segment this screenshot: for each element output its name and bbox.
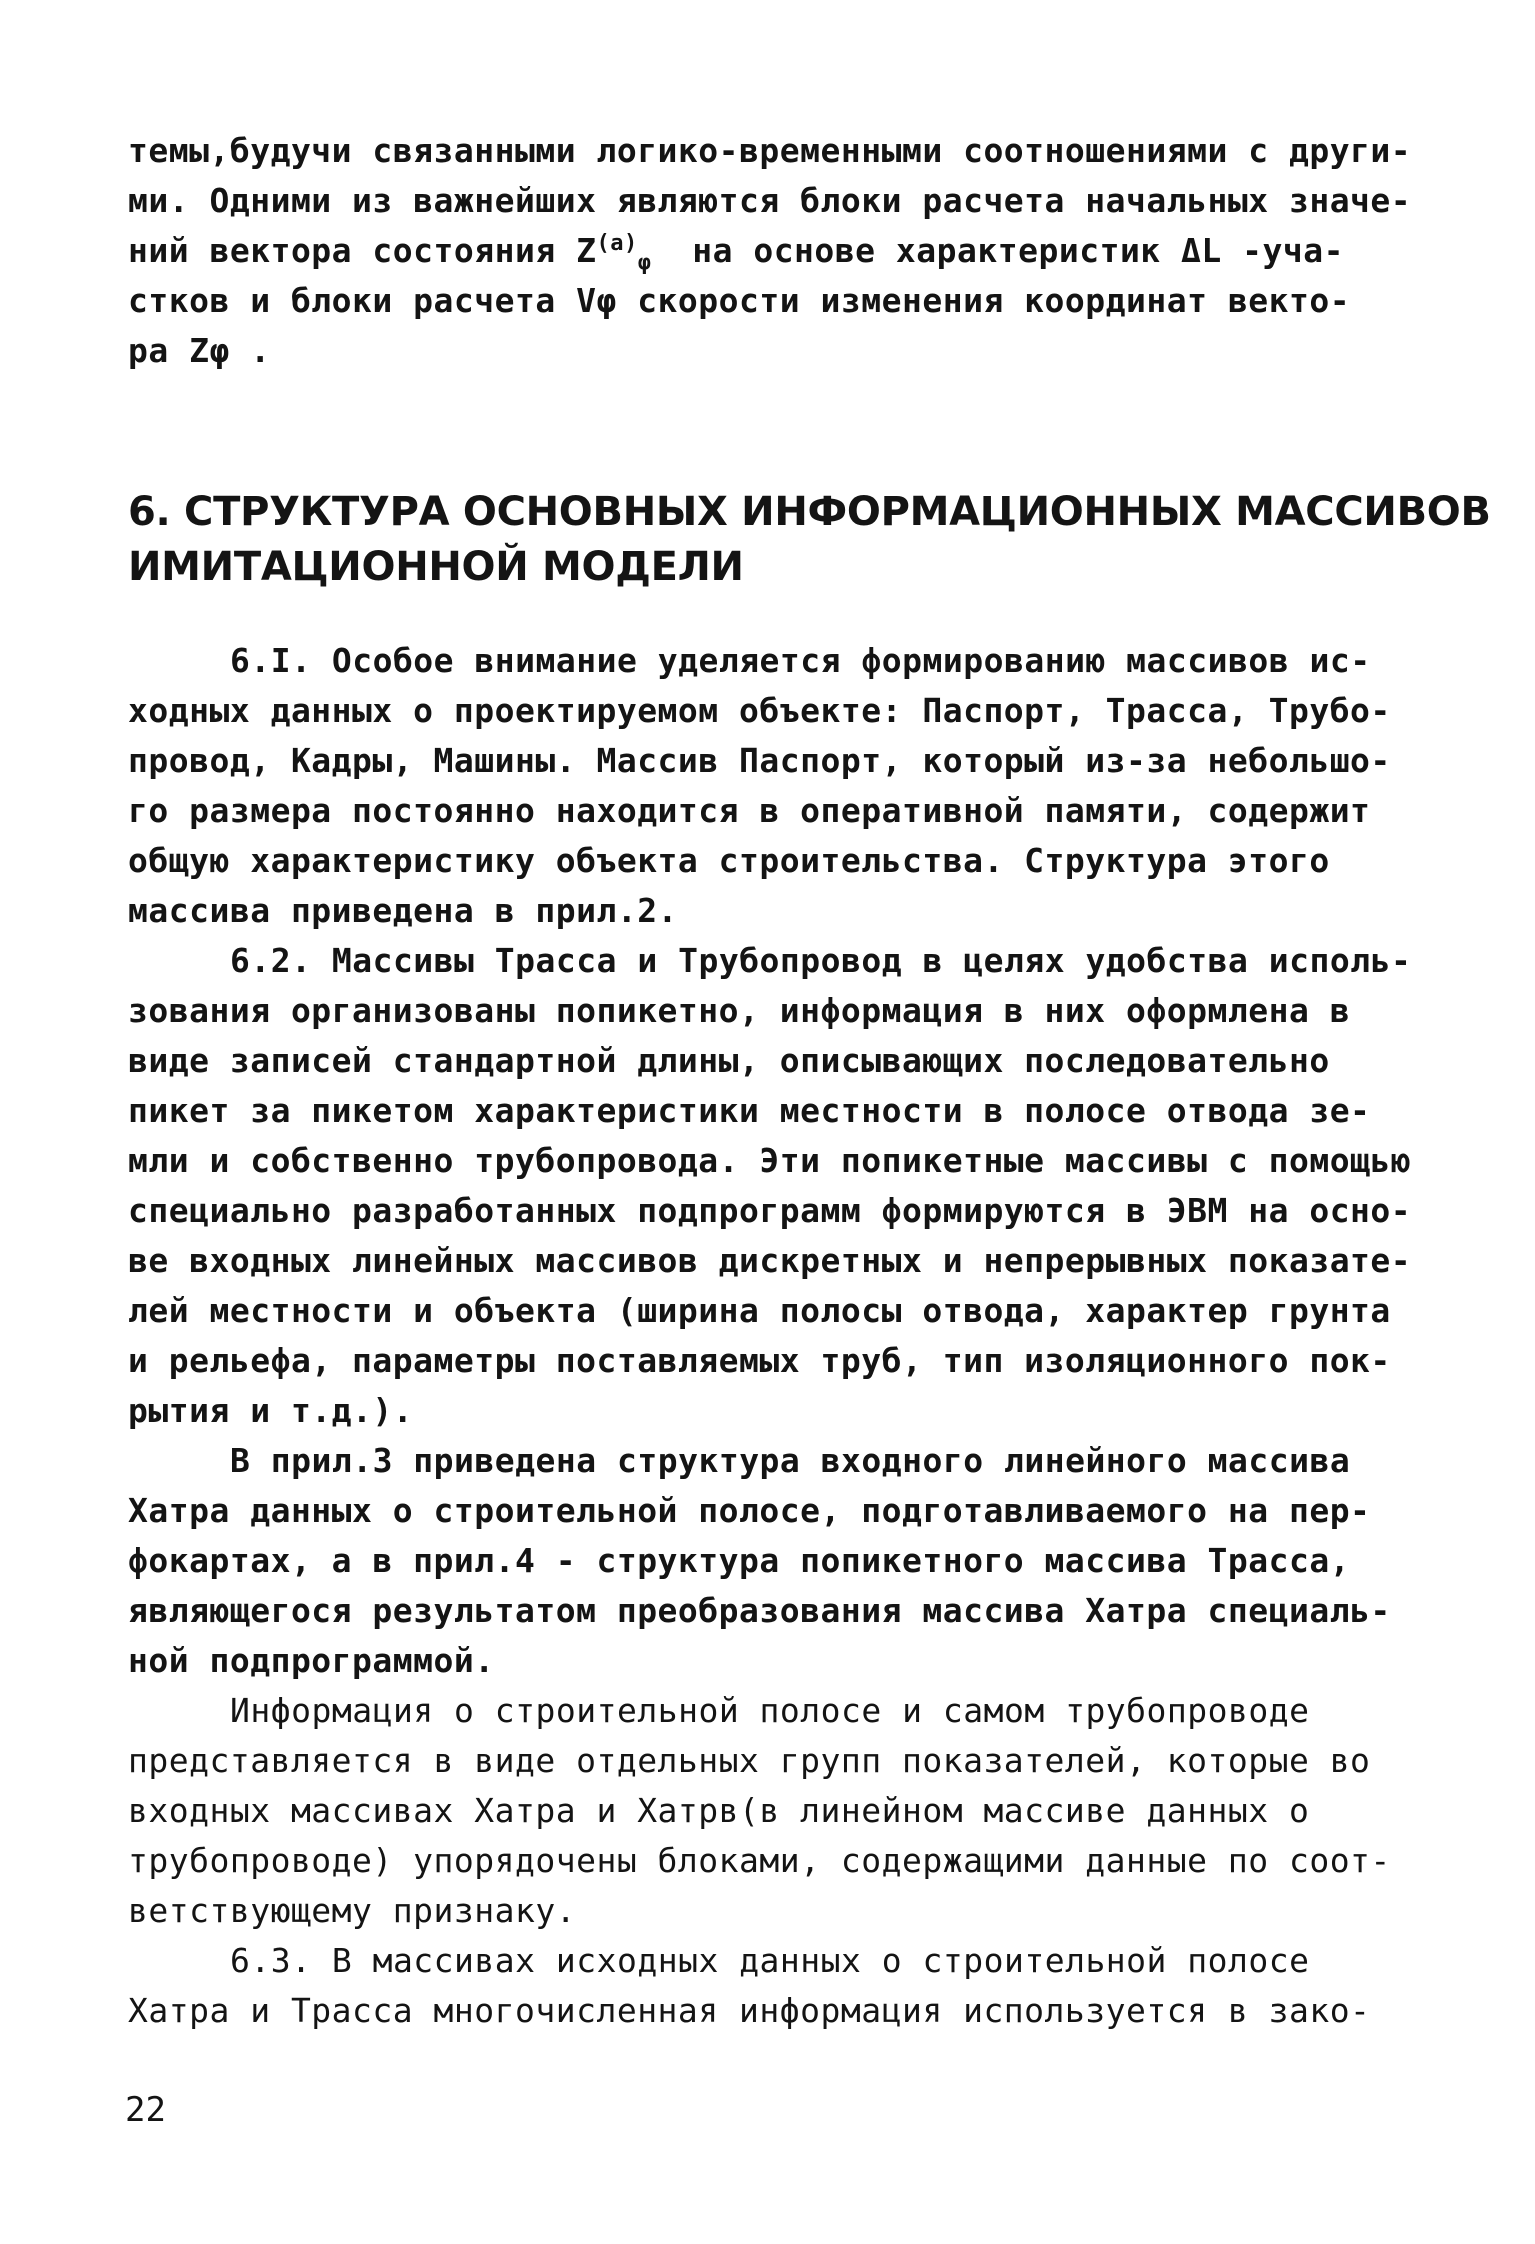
text-line: рытия и т.д.). xyxy=(128,1391,414,1430)
text-line: мли и собственно трубопровода. Эти попикетные массивы с помощью xyxy=(128,1141,1412,1180)
text-line-part: на основе характеристик ΔL -уча- xyxy=(692,231,1344,270)
text-line: общую характеристику объекта строительства. Структура этого xyxy=(128,841,1330,880)
text-line: го размера постоянно находится в оперативной памяти, содержит xyxy=(128,791,1371,830)
text-line: трубопроводе) упорядочены блоками, содержащими данные по соот- xyxy=(128,1841,1391,1880)
text-line: Хатра и Трасса многочисленная информация используется в зако- xyxy=(128,1991,1371,2030)
page-number: 22 xyxy=(125,2090,166,2130)
text-line: ной подпрограммой. xyxy=(128,1641,495,1680)
text-line: ветствующему признаку. xyxy=(128,1891,577,1930)
text-line: ра Zφ . xyxy=(128,331,271,370)
paragraph-appendix-3 xyxy=(128,1436,1418,1686)
paragraph-6-1 xyxy=(128,636,1418,936)
text-line xyxy=(128,226,1418,276)
text-line: 6.3. В массивах исходных данных о строительной полосе xyxy=(230,1941,1310,1980)
text-line: лей местности и объекта (ширина полосы отвода, характер грунта xyxy=(128,1291,1391,1330)
text-line: В прил.3 приведена структура входного линейного массива xyxy=(230,1441,1351,1480)
text-line: виде записей стандартной длины, описывающих последовательно xyxy=(128,1041,1330,1080)
text-line: ходных данных о проектируемом объекте: Паспорт, Трасса, Трубо- xyxy=(128,691,1391,730)
text-line: темы,будучи связанными логико-временными соотношениями с други- xyxy=(128,131,1412,170)
paragraph-6-2 xyxy=(128,936,1418,1436)
text-line: являющегося результатом преобразования массива Хатра специаль- xyxy=(128,1591,1391,1630)
section-heading xyxy=(128,485,1491,595)
text-line: фокартах, а в прил.4 - структура попикетного массива Трасса, xyxy=(128,1541,1351,1580)
section-heading-line: 6. СТРУКТУРА ОСНОВНЫХ ИНФОРМАЦИОННЫХ МАССИВОВ xyxy=(128,489,1491,535)
text-line: зования организованы попикетно, информация в них оформлена в xyxy=(128,991,1351,1030)
text-line: Хатра данных о строительной полосе, подготавливаемого на пер- xyxy=(128,1491,1371,1530)
text-line: пикет за пикетом характеристики местности в полосе отвода зе- xyxy=(128,1091,1371,1130)
formula-subscript: φ xyxy=(637,250,652,276)
text-line: провод, Кадры, Машины. Массив Паспорт, который из-за небольшо- xyxy=(128,741,1391,780)
paragraph-information xyxy=(128,1686,1418,1936)
paragraph-6-3 xyxy=(128,1936,1418,2036)
text-line: 6.I. Особое внимание уделяется формированию массивов ис- xyxy=(230,641,1371,680)
text-line: специально разработанных подпрограмм формируются в ЭВМ на осно- xyxy=(128,1191,1412,1230)
formula-superscript: (a) xyxy=(596,231,638,256)
text-line: 6.2. Массивы Трасса и Трубопровод в целях удобства исполь- xyxy=(230,941,1412,980)
top-paragraph xyxy=(128,126,1418,376)
section-heading-line: ИМИТАЦИОННОЙ МОДЕЛИ xyxy=(128,544,744,590)
body-text xyxy=(128,636,1418,2036)
text-line: представляется в виде отдельных групп показателей, которые во xyxy=(128,1741,1371,1780)
text-line: Информация о строительной полосе и самом трубопроводе xyxy=(230,1691,1310,1730)
text-line: входных массивах Хатра и Хатрв(в линейном массиве данных о xyxy=(128,1791,1310,1830)
text-line: массива приведена в прил.2. xyxy=(128,891,678,930)
text-line: ми. Одними из важнейших являются блоки расчета начальных значе- xyxy=(128,181,1412,220)
text-line: стков и блоки расчета Vφ скорости изменения координат векто- xyxy=(128,281,1351,320)
text-line: ве входных линейных массивов дискретных и непрерывных показате- xyxy=(128,1241,1412,1280)
text-line: и рельефа, параметры поставляемых труб, тип изоляционного пок- xyxy=(128,1341,1391,1380)
text-line-part: ний вектора состояния Z xyxy=(128,231,597,270)
